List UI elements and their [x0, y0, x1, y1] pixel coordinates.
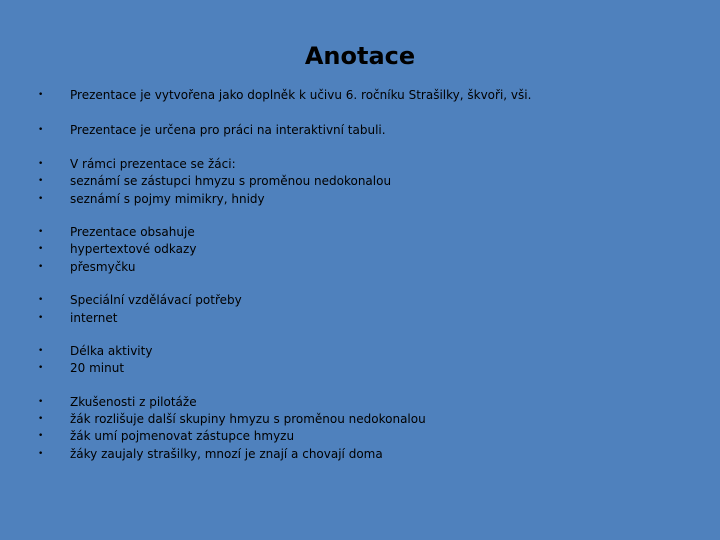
list-item-text: Zkušenosti z pilotáže: [70, 394, 197, 409]
bullet-icon: •: [38, 244, 44, 255]
list-item-text: Prezentace je určena pro práci na interaktivní tabuli.: [70, 123, 386, 138]
bullet-icon: •: [38, 431, 44, 442]
list-item: [38, 343, 698, 360]
list-item: [38, 428, 698, 445]
list-item: [38, 446, 698, 463]
bullet-icon: •: [38, 90, 44, 100]
list-item-text: Délka aktivity: [70, 343, 153, 358]
list-item: [38, 241, 698, 258]
list-item-text: seznámí s pojmy mimikry, hnidy: [70, 191, 265, 206]
bullet-group: [38, 292, 698, 327]
list-item: [38, 122, 698, 139]
bullet-icon: •: [38, 226, 44, 237]
list-item-text: žák rozlišuje další skupiny hmyzu s proměnou nedokonalou: [70, 412, 426, 427]
bullet-group: [38, 156, 698, 208]
slide-title: Anotace: [304, 42, 416, 70]
list-item-text: 20 minut: [70, 361, 125, 376]
list-item-text: Prezentace je vytvořena jako doplněk k učivu 6. ročníku Strašilky, škvoři, vši.: [70, 88, 532, 102]
list-item-text: hypertextové odkazy: [70, 242, 197, 257]
bullet-icon: •: [38, 345, 44, 356]
bullet-icon: •: [38, 158, 44, 169]
bullet-icon: •: [38, 193, 44, 204]
list-item-text: V rámci prezentace se žáci:: [70, 156, 236, 171]
list-item: [38, 292, 698, 309]
list-item: [38, 156, 698, 173]
list-item-text: Prezentace obsahuje: [70, 224, 195, 239]
bullet-list: [38, 87, 698, 479]
list-item: [38, 394, 698, 411]
list-item: [38, 173, 698, 190]
list-item: [38, 411, 698, 428]
bullet-icon: •: [38, 295, 44, 306]
bullet-icon: •: [38, 312, 44, 323]
bullet-group: [38, 87, 698, 104]
bullet-icon: •: [38, 261, 44, 272]
list-item: [38, 360, 698, 377]
list-item-text: přesmyčku: [70, 259, 136, 274]
list-item-text: žáky zaujaly strašilky, mnozí je znají a chovají doma: [70, 446, 383, 461]
list-item: [38, 224, 698, 241]
bullet-icon: •: [38, 396, 44, 407]
list-item: [38, 310, 698, 327]
list-item-text: seznámí se zástupci hmyzu s proměnou nedokonalou: [70, 174, 392, 189]
list-item-text: internet: [70, 310, 118, 325]
list-item: [38, 191, 698, 208]
bullet-group: [38, 394, 698, 464]
bullet-icon: •: [38, 176, 44, 187]
list-item-text: Speciální vzdělávací potřeby: [70, 293, 242, 308]
bullet-group: [38, 224, 698, 276]
bullet-icon: •: [38, 448, 44, 459]
bullet-group: [38, 343, 698, 378]
bullet-group: [38, 122, 698, 139]
bullet-icon: •: [38, 363, 44, 374]
list-item: [38, 87, 698, 104]
bullet-icon: •: [38, 125, 44, 136]
list-item: [38, 259, 698, 276]
bullet-icon: •: [38, 414, 44, 425]
list-item-text: žák umí pojmenovat zástupce hmyzu: [70, 429, 295, 444]
